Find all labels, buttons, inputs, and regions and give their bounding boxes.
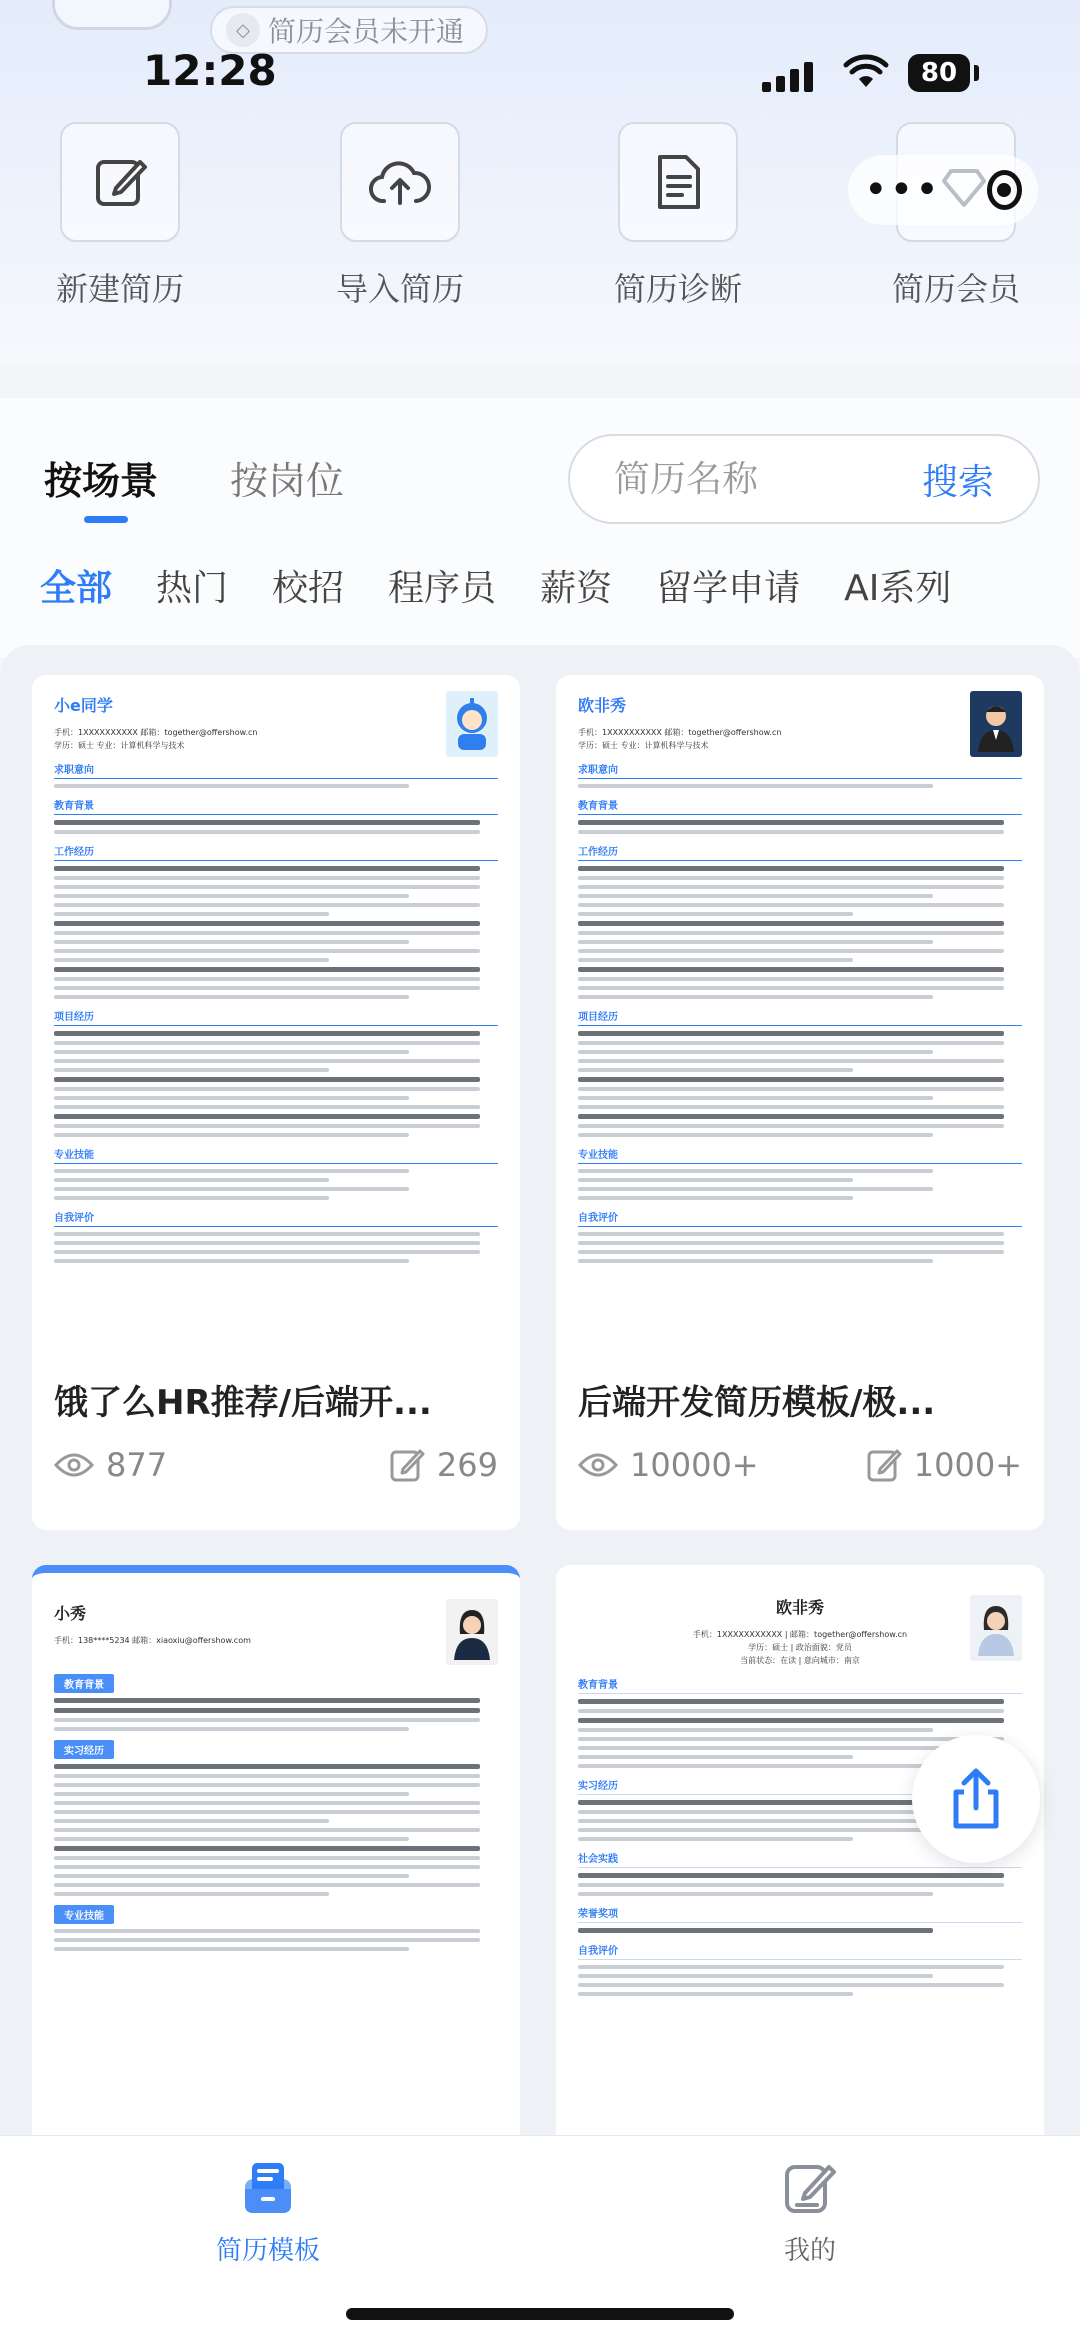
category-all[interactable]: 全部 [40,568,113,609]
search-bar [568,434,1040,524]
eye-icon [578,1451,618,1479]
tab-by-scene[interactable]: 按场景 [44,459,159,503]
edit-count-value: 269 [436,1446,498,1484]
preview-section: 专业技能 [54,1905,114,1924]
template-stats [54,1443,498,1487]
template-card[interactable] [32,1565,520,2135]
template-card[interactable] [32,675,520,1530]
preview-degree: 学历：硕士 专业：计算机科学与技术 [54,741,185,750]
avatar [446,1599,498,1665]
category-programmer[interactable]: 程序员 [388,568,497,609]
quick-action-label: 简历诊断 [613,270,742,308]
preview-section: 自我评价 [54,1209,498,1227]
preview-section: 自我评价 [578,1942,1022,1960]
edit-count-value: 1000+ [913,1446,1022,1484]
view-count-value: 877 [106,1446,168,1484]
preview-section: 教育背景 [578,1676,1022,1694]
preview-section: 教育背景 [54,1674,114,1693]
avatar [970,1595,1022,1661]
battery-tip [974,65,979,81]
category-study-abroad[interactable]: 留学申请 [656,568,801,609]
preview-name: 小秀 [54,1604,87,1623]
preview-section: 专业技能 [54,1146,498,1164]
preview-contact: 手机：1XXXXXXXXXX 邮箱：together@offershow.cn [578,728,782,737]
quick-action-label: 导入简历 [335,270,464,308]
preview-section: 自我评价 [578,1209,1022,1227]
search-input[interactable] [614,459,922,500]
share-icon [948,1768,1004,1830]
preview-section: 工作经历 [578,843,1022,861]
template-grid [0,645,1080,2135]
profile-edit-icon [778,2156,842,2220]
clock: 12:28 [143,46,277,95]
avatar [970,691,1022,757]
preview-name: 欧非秀 [578,696,627,715]
template-title: 后端开发简历模板/极... [578,1383,936,1423]
preview-section: 社会实践 [578,1850,1022,1868]
resume-preview [32,1573,520,2135]
category-ai[interactable]: AI系列 [844,568,952,609]
diamond-icon [941,168,987,212]
quick-action-new-resume[interactable] [30,122,210,310]
preview-section: 求职意向 [54,761,498,779]
tab-mine[interactable] [700,2156,920,2267]
template-title: 饿了么HR推荐/后端开... [54,1383,432,1423]
view-count [578,1446,759,1484]
share-button[interactable] [912,1735,1040,1863]
more-icon[interactable]: ••• [864,167,941,213]
quick-action-import-resume[interactable] [310,122,490,310]
active-tab-indicator [84,516,128,523]
miniprogram-capsule[interactable] [848,155,1038,225]
preview-section: 项目经历 [54,1008,498,1026]
tab-label: 简历模板 [215,2236,320,2266]
tab-resume-templates[interactable] [158,2156,378,2267]
template-card[interactable] [556,675,1044,1530]
preview-section: 求职意向 [578,761,1022,779]
edit-icon [389,1447,425,1483]
preview-contact: 手机：1XXXXXXXXXX 邮箱：together@offershow.cn [54,728,258,737]
preview-section: 工作经历 [54,843,498,861]
category-campus[interactable]: 校招 [272,568,345,609]
resume-template-icon [236,2156,300,2220]
vip-status-text: 简历会员未开通 [268,15,465,48]
preview-contact: 手机：1XXXXXXXXXXX | 邮箱：together@offershow.cn [692,1630,908,1639]
diamond-icon: ◇ [226,13,260,47]
back-button[interactable] [52,0,172,30]
search-button[interactable]: 搜索 [921,461,994,503]
eye-icon [54,1451,94,1479]
resume-preview [556,675,1044,1345]
document-icon [618,122,738,242]
preview-status: 当前状态：在读 | 意向城市：南京 [740,1656,860,1665]
close-miniprogram-icon[interactable] [987,170,1022,210]
preview-section: 实习经历 [578,1777,1022,1795]
quick-action-label: 简历会员 [891,270,1020,308]
preview-section: 专业技能 [578,1146,1022,1164]
tab-by-position[interactable]: 按岗位 [230,459,345,503]
avatar [446,691,498,757]
battery-icon: 80 [908,54,970,92]
edit-icon [60,122,180,242]
view-count [54,1446,167,1484]
category-tabs [40,560,1080,630]
preview-section: 教育背景 [578,797,1022,815]
home-indicator [346,2308,734,2320]
preview-name: 小e同学 [54,696,113,715]
status-bar [0,46,1080,106]
quick-action-resume-diagnosis[interactable] [588,122,768,310]
cellular-signal-icon [762,60,813,92]
edit-icon [866,1447,902,1483]
wifi-icon [843,54,889,90]
view-count-value: 10000+ [630,1446,759,1484]
preview-name: 欧非秀 [775,1598,824,1617]
preview-section: 荣誉奖项 [578,1905,1022,1923]
preview-contact: 手机：138****5234 邮箱：xiaoxiu@offershow.com [54,1636,251,1645]
preview-section: 实习经历 [54,1740,114,1759]
cloud-upload-icon [340,122,460,242]
edit-count [866,1446,1022,1484]
resume-preview [32,675,520,1345]
tab-label: 我的 [783,2236,836,2266]
preview-degree: 学历：硕士 | 政治面貌：党员 [748,1643,852,1652]
edit-count [389,1446,498,1484]
template-stats [578,1443,1022,1487]
quick-action-label: 新建简历 [55,270,184,308]
category-hot[interactable]: 热门 [156,568,229,609]
preview-section: 项目经历 [578,1008,1022,1026]
preview-degree: 学历：硕士 专业：计算机科学与技术 [578,741,709,750]
preview-section: 教育背景 [54,797,498,815]
category-salary[interactable]: 薪资 [540,568,613,609]
